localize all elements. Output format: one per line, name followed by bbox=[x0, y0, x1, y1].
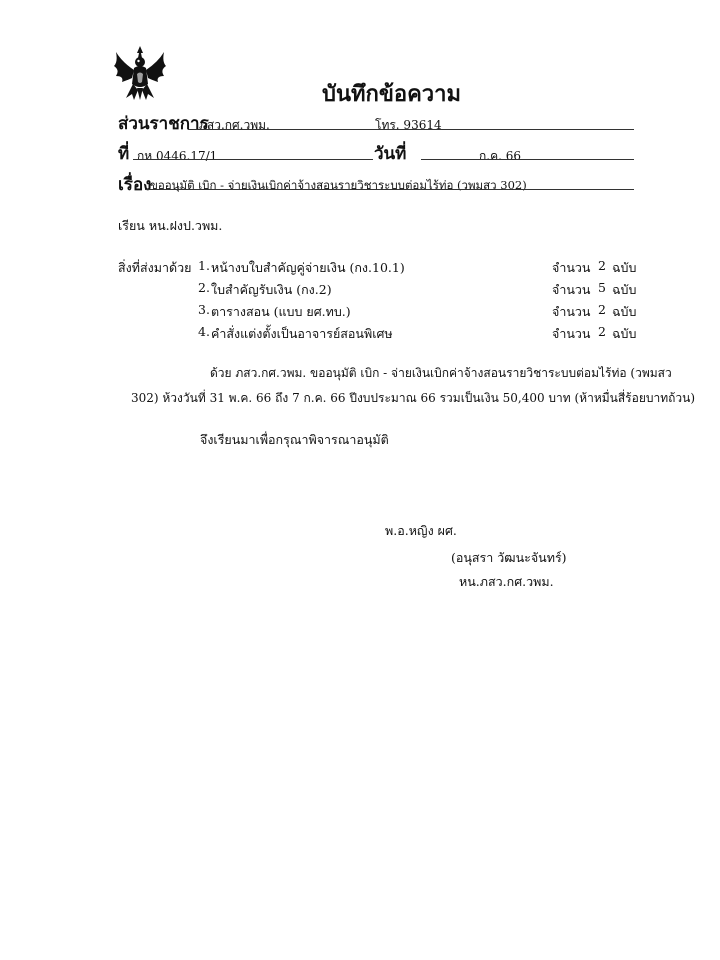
ref-label: ที่ bbox=[118, 144, 130, 164]
signer-name: (อนุสรา วัฒนะจันทร์) bbox=[451, 550, 567, 565]
date-underline bbox=[421, 159, 634, 160]
body-line-1: ด้วย ภสว.กศ.วพม. ขออนุมัติ เบิก - จ่ายเงินเบิกค่าจ้างสอนรายวิชาระบบต่อมไร้ท่อ (วพมสว bbox=[210, 366, 672, 380]
phone-value: โทร. 93614 bbox=[375, 118, 442, 132]
ref-value: กห 0446.17/1 bbox=[137, 149, 218, 163]
subject-value: ขออนุมัติ เบิก - จ่ายเงินเบิกค่าจ้างสอนรายวิชาระบบต่อมไร้ท่อ (วพมสว 302) bbox=[150, 178, 527, 192]
subject-underline bbox=[145, 189, 634, 190]
signer-rank: พ.อ.หญิง ผศ. bbox=[385, 523, 457, 538]
memo-title: บันทึกข้อความ bbox=[322, 81, 462, 107]
signer-position: หน.ภสว.กศ.วพม. bbox=[459, 574, 554, 589]
department-value: ภสว.กศ.วพม. bbox=[199, 118, 270, 132]
closing-text: จึงเรียนมาเพื่อกรุณาพิจารณาอนุมัติ bbox=[200, 432, 389, 447]
ref-underline bbox=[133, 159, 373, 160]
attachments-label: สิ่งที่ส่งมาด้วย bbox=[118, 260, 192, 275]
department-label: ส่วนราชการ bbox=[118, 114, 209, 134]
body-line-2: 302) ห้วงวันที่ 31 พ.ค. 66 ถึง 7 ก.ค. 66 ปีงบประมาณ 66 รวมเป็นเงิน 50,400 บาท (ห้าหมื่นสี่ร้อยบาทถ้วน) bbox=[131, 391, 696, 405]
garuda-emblem-icon bbox=[112, 44, 168, 102]
salutation: เรียน หน.ฝงป.วพม. bbox=[118, 218, 223, 233]
date-label: วันที่ bbox=[374, 144, 407, 164]
date-value: ก.ค. 66 bbox=[479, 149, 522, 163]
subject-label: เรื่อง bbox=[118, 175, 152, 195]
department-underline bbox=[188, 129, 634, 130]
